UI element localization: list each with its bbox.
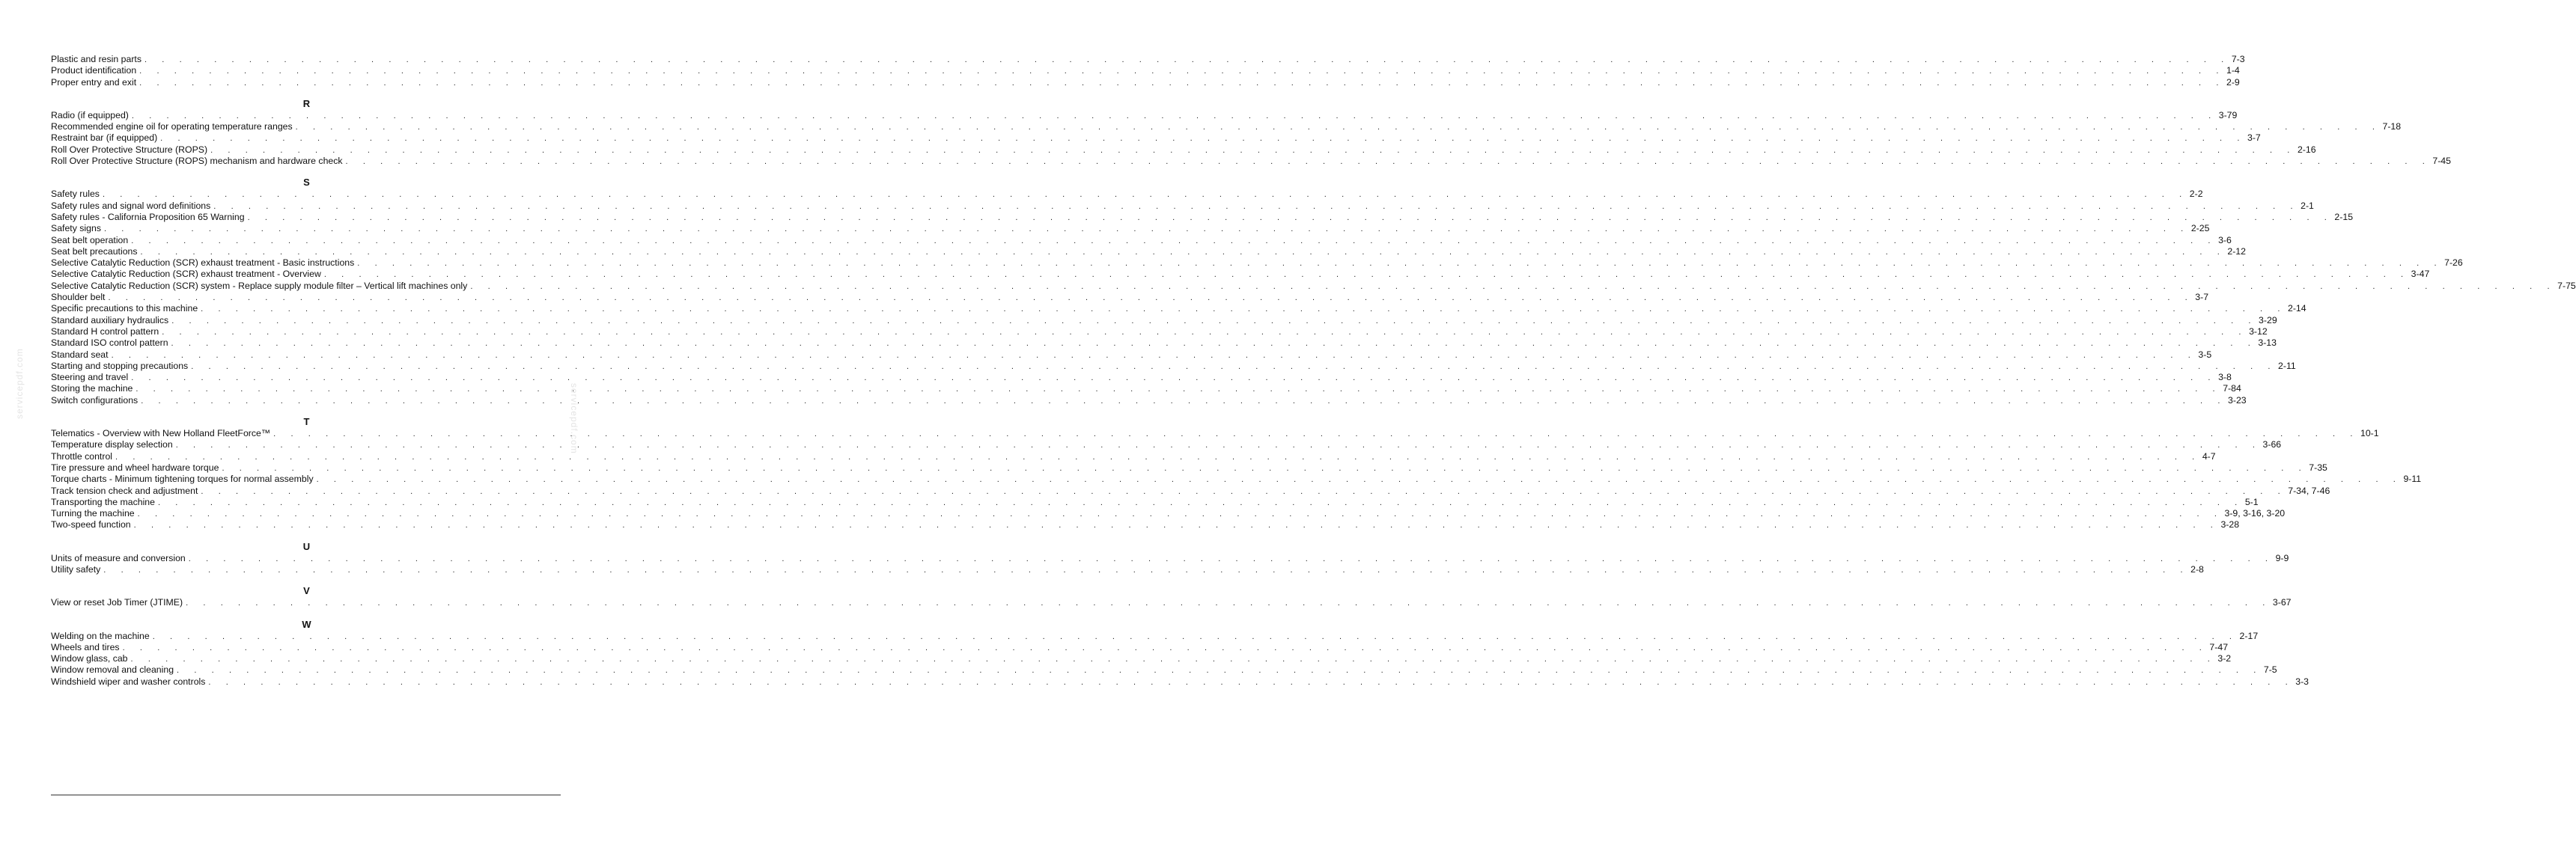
- dot-leader: . . . . . . . . . . . . . . . . . . . . . . . . . . . . . . . . . . . . . . . . . . . . . . . . . . . . . . . . . . . . . . . . . . . . . . . . . . . . . . . . . . . . . . . . . . . . . . . . . . . . . . . . . . . . . . . . . . . . . . . .: [108, 293, 2194, 303]
- entry-title: Track tension check and adjustment: [51, 485, 198, 496]
- entry-title: Turning the machine: [51, 508, 135, 519]
- dot-leader: . . . . . . . . . . . . . . . . . . . . . . . . . . . . . . . . . . . . . . . . . . . . . . . . . . . . . . . . . . . . . . . . . . . . . . . . . . . . . . . . . . . . . . . . . . . . . . . . . . . . . . . . . . . . . . . . . . . . . . . .: [131, 111, 2217, 120]
- entry-title: Standard ISO control pattern: [51, 337, 168, 349]
- dot-leader: . . . . . . . . . . . . . . . . . . . . . . . . . . . . . . . . . . . . . . . . . . . . . . . . . . . . . . . . . . . . . . . . . . . . . . . . . . . . . . . . . . . . . . . . . . . . . . . . . . . . . . . . . . . . . . . . . . . . . . . .: [273, 429, 2359, 439]
- dot-leader: . . . . . . . . . . . . . . . . . . . . . . . . . . . . . . . . . . . . . . . . . . . . . . . . . . . . . . . . . . . . . . . . . . . . . . . . . . . . . . . . . . . . . . . . . . . . . . . . . . . . . . . . . . . . . . . . . . . . . . . .: [470, 281, 2557, 291]
- index-entry[interactable]: [51, 132, 2261, 144]
- entry-page-ref[interactable]: 3-7: [2195, 292, 2209, 303]
- entry-page-ref[interactable]: 3-79: [2218, 109, 2238, 120]
- index-entry[interactable]: [51, 372, 2232, 383]
- index-entry[interactable]: [51, 144, 2316, 156]
- entry-title: Seat belt operation: [51, 234, 129, 245]
- dot-leader: . . . . . . . . . . . . . . . . . . . . . . . . . . . . . . . . . . . . . . . . . . . . . . . . . . . . . . . . . . . . . . . . . . . . . . . . . . . . . . . . . . . . . . . . . . . . . . . . . . . . . . . . . . . . . . . . . . . . . . . .: [139, 67, 2225, 76]
- entry-title: Roll Over Protective Structure (ROPS): [51, 144, 208, 155]
- entry-title: Steering and travel: [51, 372, 129, 383]
- entry-title: Proper entry and exit: [51, 76, 137, 88]
- index-entry[interactable]: [51, 54, 2245, 65]
- entry-page-ref[interactable]: 3-47: [2411, 269, 2430, 280]
- dot-leader: . . . . . . . . . . . . . . . . . . . . . . . . . . . . . . . . . . . . . . . . . . . . . . . . . . . . . . . . . . . . . . . . . . . . . . . . . . . . . . . . . . . . . . . . . . . . . . . . . . . . . . . . . . . . . . . . . . . . . . . .: [131, 373, 2217, 383]
- dot-leader: . . . . . . . . . . . . . . . . . . . . . . . . . . . . . . . . . . . . . . . . . . . . . . . . . . . . . . . . . . . . . . . . . . . . . . . . . . . . . . . . . . . . . . . . . . . . . . . . . . . . . . . . . . . . . . . . . . . . . . . .: [160, 134, 2246, 144]
- entry-title: Windshield wiper and washer controls: [51, 676, 206, 687]
- index-entry[interactable]: [51, 257, 2463, 269]
- index-section: [51, 54, 2245, 88]
- section-letter-heading: R: [302, 97, 311, 109]
- dot-leader: . . . . . . . . . . . . . . . . . . . . . . . . . . . . . . . . . . . . . . . . . . . . . . . . . . . . . . . . . . . . . . . . . . . . . . . . . . . . . . . . . . . . . . . . . . . . . . . . . . . . . . . . . . . . . . . . . . . . . . . .: [103, 565, 2190, 575]
- dot-leader: . . . . . . . . . . . . . . . . . . . . . . . . . . . . . . . . . . . . . . . . . . . . . . . . . . . . . . . . . . . . . . . . . . . . . . . . . . . . . . . . . . . . . . . . . . . . . . . . . . . . . . . . . . . . . . . . . . . . . . . .: [323, 270, 2410, 280]
- index-section: [51, 177, 2576, 406]
- entry-title: Recommended engine oil for operating temperature ranges: [51, 121, 293, 132]
- entry-title: Safety rules: [51, 189, 100, 200]
- entry-title: Product identification: [51, 65, 137, 76]
- entry-page-ref[interactable]: 2-25: [2190, 223, 2210, 234]
- entry-page-ref[interactable]: 5-1: [2244, 496, 2259, 507]
- dot-leader: . . . . . . . . . . . . . . . . . . . . . . . . . . . . . . . . . . . . . . . . . . . . . . . . . . . . . . . . . . . . . . . . . . . . . . . . . . . . . . . . . . . . . . . . . . . . . . . . . . . . . . . . . . . . . . . . . . . . . . . .: [111, 350, 2197, 360]
- entry-title: Plastic and resin parts: [51, 54, 141, 64]
- index-entry[interactable]: [51, 508, 2286, 519]
- entry-page-ref[interactable]: 4-7: [2202, 450, 2216, 462]
- dot-leader: . . . . . . . . . . . . . . . . . . . . . . . . . . . . . . . . . . . . . . . . . . . . . . . . . . . . . . . . . . . . . . . . . . . . . . . . . . . . . . . . . . . . . . . . . . . . . . . . . . . . . . . . . . . . . . . . . . . . . . . .: [139, 78, 2225, 88]
- entry-page-ref[interactable]: 3-12: [2249, 325, 2268, 337]
- index-entry[interactable]: [51, 641, 2229, 653]
- index-entry[interactable]: [51, 519, 2240, 530]
- index-entry[interactable]: [51, 563, 2204, 575]
- entry-title: Window removal and cleaning: [51, 664, 174, 676]
- dot-leader: . . . . . . . . . . . . . . . . . . . . . . . . . . . . . . . . . . . . . . . . . . . . . . . . . . . . . . . . . . . . . . . . . . . . . . . . . . . . . . . . . . . . . . . . . . . . . . . . . . . . . . . . . . . . . . . . . . . . . . . .: [137, 510, 2223, 519]
- index-entry[interactable]: [51, 211, 2354, 223]
- entry-page-ref[interactable]: 7-84: [2223, 383, 2241, 394]
- entry-page-ref[interactable]: 2-17: [2239, 630, 2259, 641]
- entry-page-ref[interactable]: 3-67: [2272, 597, 2292, 608]
- index-entry[interactable]: [51, 653, 2232, 664]
- index-entry[interactable]: [51, 597, 2292, 608]
- entry-page-ref[interactable]: 2-14: [2288, 303, 2306, 314]
- entry-page-ref[interactable]: 2-16: [2297, 144, 2316, 155]
- dot-leader: . . . . . . . . . . . . . . . . . . . . . . . . . . . . . . . . . . . . . . . . . . . . . . . . . . . . . . . . . . . . . . . . . . . . . . . . . . . . . . . . . . . . . . . . . . . . . . . . . . . . . . . . . . . . . . . . . . . . . . . .: [115, 452, 2201, 462]
- index-entry[interactable]: [51, 223, 2210, 234]
- entry-title: Switch configurations: [51, 394, 138, 406]
- dot-leader: . . . . . . . . . . . . . . . . . . . . . . . . . . . . . . . . . . . . . . . . . . . . . . . . . . . . . . . . . . . . . . . . . . . . . . . . . . . . . . . . . . . . . . . . . . . . . . . . . . . . . . . . . . . . . . . . . . . . . . . .: [316, 475, 2402, 485]
- index-entry[interactable]: [51, 314, 2277, 326]
- entry-title: Wheels and tires: [51, 641, 120, 652]
- index-entry[interactable]: [51, 121, 2402, 132]
- dot-leader: . . . . . . . . . . . . . . . . . . . . . . . . . . . . . . . . . . . . . . . . . . . . . . . . . . . . . . . . . . . . . . . . . . . . . . . . . . . . . . . . . . . . . . . . . . . . . . . . . . . . . . . . . . . . . . . . . . . . . . . .: [213, 201, 2300, 211]
- entry-page-ref[interactable]: 3-6: [2218, 234, 2232, 245]
- index-entry[interactable]: [51, 485, 2330, 497]
- dot-leader: . . . . . . . . . . . . . . . . . . . . . . . . . . . . . . . . . . . . . . . . . . . . . . . . . . . . . . . . . . . . . . . . . . . . . . . . . . . . . . . . . . . . . . . . . . . . . . . . . . . . . . . . . . . . . . . . . . . . . . . .: [122, 643, 2208, 652]
- entry-title: Storing the machine: [51, 383, 133, 394]
- entry-page-ref[interactable]: 9-9: [2275, 552, 2289, 563]
- index-entry[interactable]: [51, 428, 2379, 439]
- dot-leader: . . . . . . . . . . . . . . . . . . . . . . . . . . . . . . . . . . . . . . . . . . . . . . . . . . . . . . . . . . . . . . . . . . . . . . . . . . . . . . . . . . . . . . . . . . . . . . . . . . . . . . . . . . . . . . . . . . . . . . . .: [222, 463, 2308, 473]
- watermark-left: servicepdf.com: [14, 348, 25, 419]
- dot-leader: . . . . . . . . . . . . . . . . . . . . . . . . . . . . . . . . . . . . . . . . . . . . . . . . . . . . . . . . . . . . . . . . . . . . . . . . . . . . . . . . . . . . . . . . . . . . . . . . . . . . . . . . . . . . . . . . . . . . . . . .: [186, 599, 2271, 608]
- entry-page-ref[interactable]: 2-12: [2227, 245, 2246, 257]
- entry-page-ref[interactable]: 3-9, 3-16, 3-20: [2224, 508, 2286, 519]
- entry-title: View or reset Job Timer (JTIME): [51, 597, 183, 608]
- dot-leader: . . . . . . . . . . . . . . . . . . . . . . . . . . . . . . . . . . . . . . . . . . . . . . . . . . . . . . . . . . . . . . . . . . . . . . . . . . . . . . . . . . . . . . . . . . . . . . . . . . . . . . . . . . . . . . . . . . . . . . . .: [171, 339, 2257, 349]
- entry-title: Selective Catalytic Reduction (SCR) exhaust treatment - Basic instructions: [51, 257, 355, 269]
- index-entry[interactable]: [51, 234, 2232, 246]
- entry-title: Torque charts - Minimum tightening torques for normal assembly: [51, 474, 314, 485]
- dot-leader: . . . . . . . . . . . . . . . . . . . . . . . . . . . . . . . . . . . . . . . . . . . . . . . . . . . . . . . . . . . . . . . . . . . . . . . . . . . . . . . . . . . . . . . . . . . . . . . . . . . . . . . . . . . . . . . . . . . . . . . .: [104, 224, 2190, 234]
- section-letter-heading: V: [303, 585, 310, 597]
- index-entry[interactable]: [51, 189, 2203, 200]
- index-entry[interactable]: [51, 200, 2314, 212]
- index-entry[interactable]: [51, 303, 2306, 314]
- index-section: [51, 540, 2289, 576]
- index-section: [51, 585, 2292, 608]
- entry-title: Standard H control pattern: [51, 325, 159, 337]
- index-entry[interactable]: [51, 245, 2246, 257]
- index-entry[interactable]: [51, 676, 2309, 688]
- dot-leader: . . . . . . . . . . . . . . . . . . . . . . . . . . . . . . . . . . . . . . . . . . . . . . . . . . . . . . . . . . . . . . . . . . . . . . . . . . . . . . . . . . . . . . . . . . . . . . . . . . . . . . . . . . . . . . . . . . . . . . . .: [102, 190, 2188, 200]
- entry-page-ref[interactable]: 10-1: [2360, 428, 2379, 439]
- section-letter-heading: U: [302, 540, 311, 552]
- dot-leader: . . . . . . . . . . . . . . . . . . . . . . . . . . . . . . . . . . . . . . . . . . . . . . . . . . . . . . . . . . . . . . . . . . . . . . . . . . . . . . . . . . . . . . . . . . . . . . . . . . . . . . . . . . . . . . . . . . . . . . . .: [162, 327, 2248, 337]
- entry-page-ref[interactable]: 2-15: [2334, 211, 2354, 222]
- entry-title: Standard seat: [51, 349, 109, 360]
- entry-title: Units of measure and conversion: [51, 552, 186, 563]
- index-entry[interactable]: [51, 360, 2296, 372]
- entry-page-ref[interactable]: 2-11: [2278, 360, 2296, 371]
- index-entry[interactable]: [51, 552, 2289, 564]
- entry-title: Welding on the machine: [51, 630, 150, 641]
- entry-title: Roll Over Protective Structure (ROPS) mechanism and hardware check: [51, 156, 343, 167]
- dot-leader: . . . . . . . . . . . . . . . . . . . . . . . . . . . . . . . . . . . . . . . . . . . . . . . . . . . . . . . . . . . . . . . . . . . . . . . . . . . . . . . . . . . . . . . . . . . . . . . . . . . . . . . . . . . . . . . . . . . . . . . .: [131, 236, 2217, 245]
- entry-page-ref[interactable]: 2-1: [2301, 200, 2314, 211]
- entry-page-ref[interactable]: 3-13: [2258, 337, 2277, 349]
- entry-title: Seat belt precautions: [51, 245, 138, 257]
- entry-page-ref[interactable]: 7-35: [2309, 462, 2327, 473]
- entry-page-ref[interactable]: 3-8: [2218, 372, 2232, 383]
- index-entry[interactable]: [51, 630, 2259, 642]
- entry-title: Two-speed function: [51, 519, 131, 530]
- entry-page-ref[interactable]: 7-75: [2557, 280, 2576, 291]
- entry-title: Selective Catalytic Reduction (SCR) system - Replace supply module filter – Vertical lift machines only: [51, 280, 468, 291]
- dot-leader: . . . . . . . . . . . . . . . . . . . . . . . . . . . . . . . . . . . . . . . . . . . . . . . . . . . . . . . . . . . . . . . . . . . . . . . . . . . . . . . . . . . . . . . . . . . . . . . . . . . . . . . . . . . . . . . . . . . . . . . .: [295, 123, 2381, 132]
- dot-leader: . . . . . . . . . . . . . . . . . . . . . . . . . . . . . . . . . . . . . . . . . . . . . . . . . . . . . . . . . . . . . . . . . . . . . . . . . . . . . . . . . . . . . . . . . . . . . . . . . . . . . . . . . . . . . . . . . . . . . . . .: [247, 212, 2333, 222]
- index-entry[interactable]: [51, 292, 2209, 303]
- entry-title: Standard auxiliary hydraulics: [51, 314, 169, 325]
- index-entry[interactable]: [51, 65, 2240, 76]
- index-entry[interactable]: [51, 383, 2241, 394]
- dot-leader: . . . . . . . . . . . . . . . . . . . . . . . . . . . . . . . . . . . . . . . . . . . . . . . . . . . . . . . . . . . . . . . . . . . . . . . . . . . . . . . . . . . . . . . . . . . . . . . . . . . . . . . . . . . . . . . . . . . . . . . .: [188, 554, 2274, 563]
- entry-title: Safety rules - California Proposition 65 Warning: [51, 211, 245, 222]
- dot-leader: . . . . . . . . . . . . . . . . . . . . . . . . . . . . . . . . . . . . . . . . . . . . . . . . . . . . . . . . . . . . . . . . . . . . . . . . . . . . . . . . . . . . . . . . . . . . . . . . . . . . . . . . . . . . . . . . . . . . . . . .: [201, 305, 2286, 314]
- index-entry[interactable]: [51, 349, 2212, 361]
- dot-leader: . . . . . . . . . . . . . . . . . . . . . . . . . . . . . . . . . . . . . . . . . . . . . . . . . . . . . . . . . . . . . . . . . . . . . . . . . . . . . . . . . . . . . . . . . . . . . . . . . . . . . . . . . . . . . . . . . . . . . . . .: [144, 55, 2230, 64]
- entry-page-ref[interactable]: 3-23: [2228, 394, 2247, 406]
- entry-title: Transporting the machine: [51, 496, 155, 507]
- dot-leader: . . . . . . . . . . . . . . . . . . . . . . . . . . . . . . . . . . . . . . . . . . . . . . . . . . . . . . . . . . . . . . . . . . . . . . . . . . . . . . . . . . . . . . . . . . . . . . . . . . . . . . . . . . . . . . . . . . . . . . . .: [136, 385, 2222, 394]
- entry-page-ref[interactable]: 1-4: [2226, 65, 2240, 76]
- index-section: [51, 97, 2451, 167]
- entry-page-ref[interactable]: 3-2: [2217, 653, 2232, 664]
- dot-leader: . . . . . . . . . . . . . . . . . . . . . . . . . . . . . . . . . . . . . . . . . . . . . . . . . . . . . . . . . . . . . . . . . . . . . . . . . . . . . . . . . . . . . . . . . . . . . . . . . . . . . . . . . . . . . . . . . . . . . . . .: [157, 498, 2244, 507]
- entry-title: Telematics - Overview with New Holland FleetForce™: [51, 428, 271, 439]
- dot-leader: . . . . . . . . . . . . . . . . . . . . . . . . . . . . . . . . . . . . . . . . . . . . . . . . . . . . . . . . . . . . . . . . . . . . . . . . . . . . . . . . . . . . . . . . . . . . . . . . . . . . . . . . . . . . . . . . . . . . . . . .: [201, 486, 2287, 496]
- entry-title: Selective Catalytic Reduction (SCR) exhaust treatment - Overview: [51, 269, 321, 280]
- entry-page-ref[interactable]: 3-66: [2262, 439, 2282, 450]
- entry-page-ref[interactable]: 7-5: [2263, 664, 2277, 676]
- entry-page-ref[interactable]: 2-8: [2190, 563, 2204, 575]
- index-entry[interactable]: [51, 109, 2238, 121]
- index-entry[interactable]: [51, 450, 2216, 462]
- dot-leader: . . . . . . . . . . . . . . . . . . . . . . . . . . . . . . . . . . . . . . . . . . . . . . . . . . . . . . . . . . . . . . . . . . . . . . . . . . . . . . . . . . . . . . . . . . . . . . . . . . . . . . . . . . . . . . . . . . . . . . . .: [141, 396, 2227, 406]
- index-entry[interactable]: [51, 337, 2277, 349]
- dot-leader: . . . . . . . . . . . . . . . . . . . . . . . . . . . . . . . . . . . . . . . . . . . . . . . . . . . . . . . . . . . . . . . . . . . . . . . . . . . . . . . . . . . . . . . . . . . . . . . . . . . . . . . . . . . . . . . . . . . . . . . .: [177, 666, 2262, 676]
- section-letter-heading: T: [303, 416, 310, 428]
- entry-title: Throttle control: [51, 450, 113, 462]
- entry-page-ref[interactable]: 9-11: [2403, 474, 2422, 485]
- index-entry[interactable]: [51, 394, 2247, 406]
- entry-page-ref[interactable]: 7-47: [2209, 641, 2229, 652]
- dot-leader: . . . . . . . . . . . . . . . . . . . . . . . . . . . . . . . . . . . . . . . . . . . . . . . . . . . . . . . . . . . . . . . . . . . . . . . . . . . . . . . . . . . . . . . . . . . . . . . . . . . . . . . . . . . . . . . . . . . . . . . .: [140, 247, 2226, 257]
- dot-leader: . . . . . . . . . . . . . . . . . . . . . . . . . . . . . . . . . . . . . . . . . . . . . . . . . . . . . . . . . . . . . . . . . . . . . . . . . . . . . . . . . . . . . . . . . . . . . . . . . . . . . . . . . . . . . . . . . . . . . . . .: [130, 655, 2217, 664]
- entry-title: Tire pressure and wheel hardware torque: [51, 462, 219, 473]
- index-section: [51, 618, 2309, 688]
- section-letter-heading: S: [303, 177, 310, 189]
- entry-title: Specific precautions to this machine: [51, 303, 198, 314]
- entry-page-ref[interactable]: 2-9: [2226, 76, 2240, 88]
- entry-title: Safety rules and signal word definitions: [51, 200, 211, 211]
- watermark-right: servicepdf.com: [569, 383, 579, 454]
- index-entry[interactable]: [51, 280, 2576, 292]
- entry-title: Safety signs: [51, 223, 101, 234]
- dot-leader: . . . . . . . . . . . . . . . . . . . . . . . . . . . . . . . . . . . . . . . . . . . . . . . . . . . . . . . . . . . . . . . . . . . . . . . . . . . . . . . . . . . . . . . . . . . . . . . . . . . . . . . . . . . . . . . . . . . . . . . .: [345, 157, 2432, 167]
- index-entry[interactable]: [51, 496, 2259, 508]
- entry-page-ref[interactable]: 7-3: [2231, 54, 2245, 64]
- index-entry[interactable]: [51, 664, 2277, 676]
- dot-leader: . . . . . . . . . . . . . . . . . . . . . . . . . . . . . . . . . . . . . . . . . . . . . . . . . . . . . . . . . . . . . . . . . . . . . . . . . . . . . . . . . . . . . . . . . . . . . . . . . . . . . . . . . . . . . . . . . . . . . . . .: [191, 361, 2277, 371]
- index-entry[interactable]: [51, 462, 2327, 474]
- index-entry[interactable]: [51, 325, 2268, 337]
- index-entry[interactable]: [51, 269, 2430, 280]
- entry-page-ref[interactable]: 3-3: [2295, 676, 2309, 687]
- entry-title: Radio (if equipped): [51, 109, 129, 120]
- entry-title: Window glass, cab: [51, 653, 128, 664]
- entry-page-ref[interactable]: 7-45: [2432, 156, 2451, 167]
- entry-page-ref[interactable]: 3-5: [2198, 349, 2212, 360]
- entry-title: Utility safety: [51, 563, 101, 575]
- dot-leader: . . . . . . . . . . . . . . . . . . . . . . . . . . . . . . . . . . . . . . . . . . . . . . . . . . . . . . . . . . . . . . . . . . . . . . . . . . . . . . . . . . . . . . . . . . . . . . . . . . . . . . . . . . . . . . . . . . . . . . . .: [171, 316, 2258, 325]
- entry-page-ref[interactable]: 7-18: [2382, 121, 2402, 132]
- entry-title: Temperature display selection: [51, 439, 173, 450]
- entry-title: Restraint bar (if equipped): [51, 132, 158, 144]
- dot-leader: . . . . . . . . . . . . . . . . . . . . . . . . . . . . . . . . . . . . . . . . . . . . . . . . . . . . . . . . . . . . . . . . . . . . . . . . . . . . . . . . . . . . . . . . . . . . . . . . . . . . . . . . . . . . . . . . . . . . . . . .: [208, 677, 2295, 687]
- entry-page-ref[interactable]: 7-26: [2444, 257, 2463, 269]
- index-entry[interactable]: [51, 439, 2282, 450]
- dot-leader: . . . . . . . . . . . . . . . . . . . . . . . . . . . . . . . . . . . . . . . . . . . . . . . . . . . . . . . . . . . . . . . . . . . . . . . . . . . . . . . . . . . . . . . . . . . . . . . . . . . . . . . . . . . . . . . . . . . . . . . .: [152, 631, 2238, 641]
- entry-page-ref[interactable]: 3-28: [2220, 519, 2240, 530]
- dot-leader: . . . . . . . . . . . . . . . . . . . . . . . . . . . . . . . . . . . . . . . . . . . . . . . . . . . . . . . . . . . . . . . . . . . . . . . . . . . . . . . . . . . . . . . . . . . . . . . . . . . . . . . . . . . . . . . . . . . . . . . .: [133, 521, 2220, 530]
- entry-page-ref[interactable]: 2-2: [2189, 189, 2203, 200]
- entry-page-ref[interactable]: 3-29: [2259, 314, 2277, 325]
- entry-page-ref[interactable]: 7-34, 7-46: [2288, 485, 2330, 496]
- index-entry[interactable]: [51, 76, 2240, 88]
- entry-title: Starting and stopping precautions: [51, 360, 189, 371]
- dot-leader: . . . . . . . . . . . . . . . . . . . . . . . . . . . . . . . . . . . . . . . . . . . . . . . . . . . . . . . . . . . . . . . . . . . . . . . . . . . . . . . . . . . . . . . . . . . . . . . . . . . . . . . . . . . . . . . . . . . . . . . .: [357, 259, 2443, 269]
- dot-leader: . . . . . . . . . . . . . . . . . . . . . . . . . . . . . . . . . . . . . . . . . . . . . . . . . . . . . . . . . . . . . . . . . . . . . . . . . . . . . . . . . . . . . . . . . . . . . . . . . . . . . . . . . . . . . . . . . . . . . . . .: [175, 441, 2262, 450]
- index-entry[interactable]: [51, 474, 2422, 485]
- entry-page-ref[interactable]: 3-7: [2247, 132, 2261, 144]
- entry-title: Shoulder belt: [51, 292, 106, 303]
- dot-leader: . . . . . . . . . . . . . . . . . . . . . . . . . . . . . . . . . . . . . . . . . . . . . . . . . . . . . . . . . . . . . . . . . . . . . . . . . . . . . . . . . . . . . . . . . . . . . . . . . . . . . . . . . . . . . . . . . . . . . . . .: [210, 145, 2296, 155]
- index-entry[interactable]: [51, 156, 2451, 167]
- section-letter-heading: W: [302, 618, 311, 630]
